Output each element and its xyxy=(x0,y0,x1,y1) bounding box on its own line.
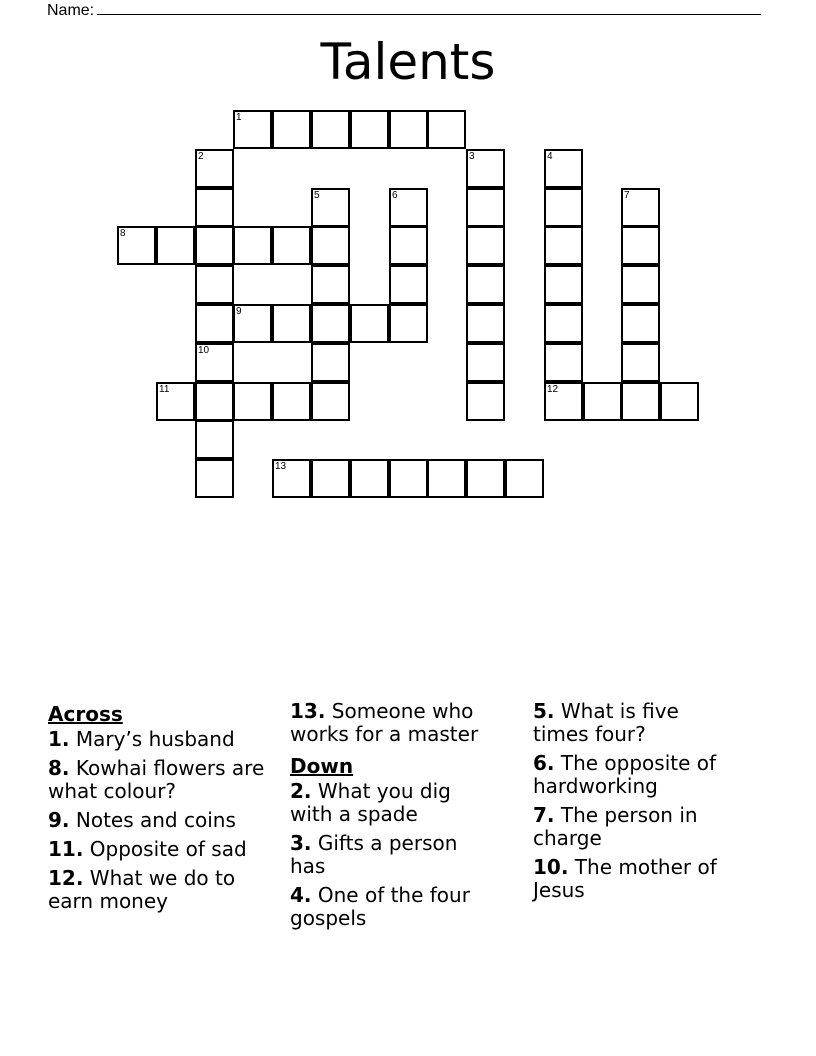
clue-number: 4 xyxy=(547,151,553,162)
grid-cell[interactable] xyxy=(544,304,583,343)
clue-down-10: 10. The mother of Jesus xyxy=(533,855,717,902)
clue-number: 8 xyxy=(120,228,126,239)
clue-across-12: 12. What we do to earn money xyxy=(48,866,236,913)
clue-across-9: 9. Notes and coins xyxy=(48,808,236,832)
clue-number: 3 xyxy=(469,151,475,162)
grid-cell[interactable] xyxy=(466,382,505,421)
grid-cell[interactable] xyxy=(311,226,350,265)
grid-cell[interactable] xyxy=(195,382,234,421)
clues-column-1 xyxy=(48,700,298,919)
grid-cell[interactable] xyxy=(621,265,660,304)
grid-cell[interactable] xyxy=(350,459,389,498)
grid-cell[interactable] xyxy=(311,343,350,382)
grid-cell[interactable] xyxy=(621,304,660,343)
grid-cell[interactable] xyxy=(389,265,428,304)
clue-number: 7 xyxy=(624,190,630,201)
grid-cell[interactable] xyxy=(350,110,389,149)
grid-cell[interactable] xyxy=(311,265,350,304)
grid-cell[interactable] xyxy=(272,110,311,149)
grid-cell[interactable] xyxy=(466,459,505,498)
grid-cell[interactable] xyxy=(466,149,505,188)
grid-cell[interactable] xyxy=(389,226,428,265)
grid-cell[interactable] xyxy=(350,304,389,343)
grid-cell[interactable] xyxy=(621,188,660,227)
grid-cell[interactable] xyxy=(583,382,622,421)
grid-cell[interactable] xyxy=(427,459,466,498)
grid-cell[interactable] xyxy=(505,459,544,498)
grid-cell[interactable] xyxy=(272,382,311,421)
grid-cell[interactable] xyxy=(195,265,234,304)
grid-cell[interactable] xyxy=(311,304,350,343)
clues-column-2 xyxy=(290,700,540,936)
grid-cell[interactable] xyxy=(233,382,272,421)
grid-cell[interactable] xyxy=(544,226,583,265)
grid-cell[interactable] xyxy=(544,188,583,227)
grid-cell[interactable] xyxy=(195,420,234,459)
clue-number: 13 xyxy=(275,461,287,472)
grid-cell[interactable] xyxy=(389,188,428,227)
clue-number: 6 xyxy=(392,190,398,201)
grid-cell[interactable] xyxy=(233,226,272,265)
clue-number: 5 xyxy=(314,190,320,201)
grid-cell[interactable] xyxy=(272,226,311,265)
grid-cell[interactable] xyxy=(466,304,505,343)
grid-cell[interactable] xyxy=(544,265,583,304)
grid-cell[interactable] xyxy=(466,343,505,382)
clue-number: 10 xyxy=(198,345,210,356)
grid-cell[interactable] xyxy=(466,265,505,304)
grid-cell[interactable] xyxy=(311,382,350,421)
grid-cell[interactable] xyxy=(466,188,505,227)
clue-across-8: 8. Kowhai flowers are what colour? xyxy=(48,756,265,803)
grid-cell[interactable] xyxy=(544,343,583,382)
grid-cell[interactable] xyxy=(233,110,272,149)
grid-cell[interactable] xyxy=(272,459,311,498)
grid-cell[interactable] xyxy=(660,382,699,421)
clues-column-3 xyxy=(533,700,783,908)
clue-across-13: 13. Someone who works for a master xyxy=(290,699,479,746)
grid-cell[interactable] xyxy=(311,459,350,498)
grid-cell[interactable] xyxy=(195,343,234,382)
name-label: Name: xyxy=(47,2,95,19)
clue-number: 11 xyxy=(159,384,170,395)
grid-cell[interactable] xyxy=(195,459,234,498)
clue-across-11: 11. Opposite of sad xyxy=(48,837,247,861)
grid-cell[interactable] xyxy=(621,343,660,382)
grid-cell[interactable] xyxy=(311,188,350,227)
clue-number: 2 xyxy=(198,151,204,162)
clue-across-1: 1. Mary’s husband xyxy=(48,727,235,751)
clue-number: 9 xyxy=(236,306,242,317)
clue-number: 1 xyxy=(236,112,242,123)
puzzle-title: Talents xyxy=(320,33,496,91)
across-heading: Across xyxy=(48,702,123,726)
grid-cell[interactable] xyxy=(233,304,272,343)
grid-cell[interactable] xyxy=(427,110,466,149)
clue-down-5: 5. What is five times four? xyxy=(533,699,679,746)
grid-cell[interactable] xyxy=(272,304,311,343)
grid-cell[interactable] xyxy=(156,226,195,265)
grid-cell[interactable] xyxy=(389,110,428,149)
grid-cell[interactable] xyxy=(544,149,583,188)
clue-down-3: 3. Gifts a person has xyxy=(290,831,458,878)
grid-cell[interactable] xyxy=(621,226,660,265)
grid-cell[interactable] xyxy=(195,149,234,188)
clue-down-2: 2. What you dig with a spade xyxy=(290,779,451,826)
grid-cell[interactable] xyxy=(389,459,428,498)
grid-cell[interactable] xyxy=(156,382,195,421)
grid-cell[interactable] xyxy=(544,382,583,421)
grid-cell[interactable] xyxy=(195,304,234,343)
grid-cell[interactable] xyxy=(311,110,350,149)
clue-down-7: 7. The person in charge xyxy=(533,803,698,850)
grid-cell[interactable] xyxy=(195,226,234,265)
grid-cell[interactable] xyxy=(621,382,660,421)
clue-down-6: 6. The opposite of hardworking xyxy=(533,751,717,798)
down-heading: Down xyxy=(290,754,354,778)
grid-cell[interactable] xyxy=(389,304,428,343)
grid-cell[interactable] xyxy=(195,188,234,227)
grid-cell[interactable] xyxy=(117,226,156,265)
clue-number: 12 xyxy=(547,384,559,395)
clue-down-4: 4. One of the four gospels xyxy=(290,883,470,930)
grid-cell[interactable] xyxy=(466,226,505,265)
